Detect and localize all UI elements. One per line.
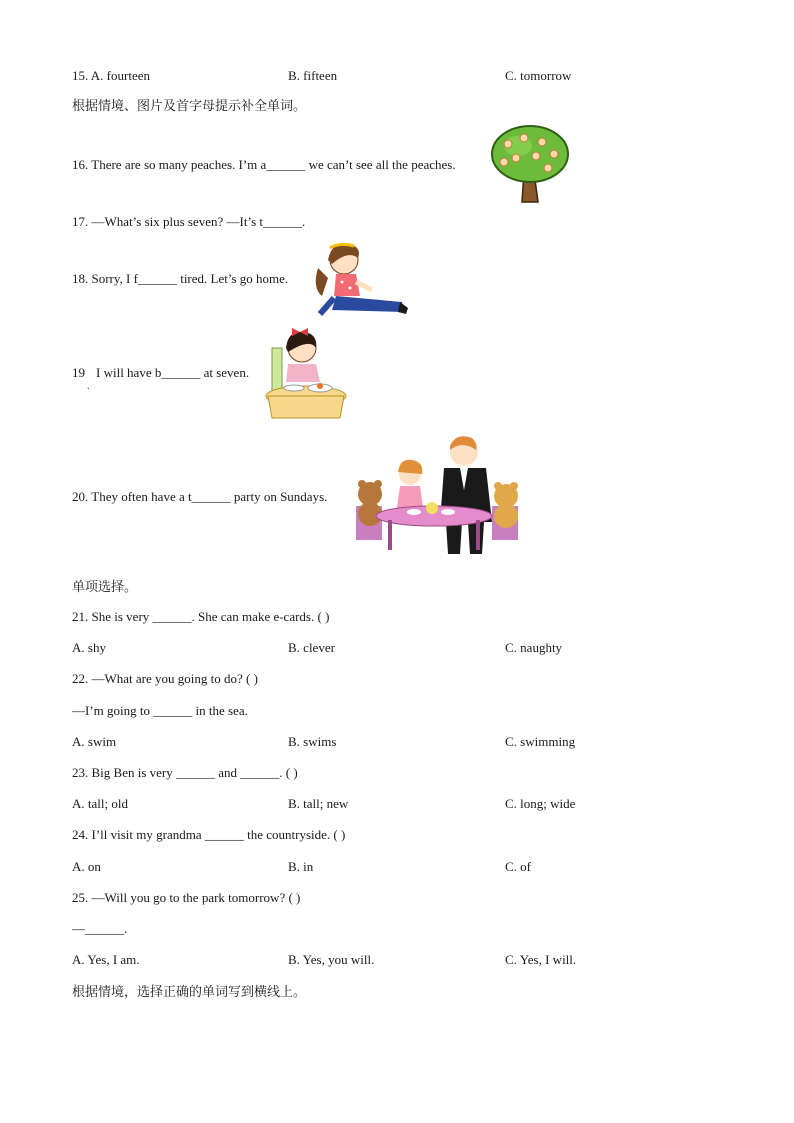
question-20: 20. They often have a t______ party on Sundays. xyxy=(72,489,328,504)
question-19-number: 19 xyxy=(72,365,85,380)
question-17: 17. —What’s six plus seven? —It’s t______. xyxy=(72,214,306,229)
q24-option-b: B. in xyxy=(288,859,314,874)
q22-option-b: B. swims xyxy=(288,734,337,749)
section-heading-context-choice: 根据情境，选择正确的单词写到横线上。 xyxy=(72,985,307,1000)
q25-option-c: C. Yes, I will. xyxy=(505,952,577,967)
question-22: 22. —What are you going to do? ( ) xyxy=(72,671,258,686)
q25-option-a: A. Yes, I am. xyxy=(72,952,140,967)
q21-option-a: A. shy xyxy=(72,640,106,655)
q23-option-a: A. tall; old xyxy=(72,796,128,811)
q15-option-b: B. fifteen xyxy=(288,68,338,83)
question-18: 18. Sorry, I f______ tired. Let’s go home. xyxy=(72,271,289,286)
question-25-reply: —______. xyxy=(72,921,128,936)
q24-option-a: A. on xyxy=(72,859,101,874)
tea-party-image xyxy=(352,430,524,558)
question-24: 24. I’ll visit my grandma ______ the countryside. ( ) xyxy=(72,827,346,842)
q22-option-c: C. swimming xyxy=(505,734,576,749)
question-21: 21. She is very ______. She can make e-cards. ( ) xyxy=(72,609,330,624)
q22-option-a: A. swim xyxy=(72,734,117,749)
question-22-reply: —I’m going to ______ in the sea. xyxy=(72,703,248,718)
q21-option-c: C. naughty xyxy=(505,640,563,655)
q15-option-c: C. tomorrow xyxy=(505,68,572,83)
q21-option-b: B. clever xyxy=(288,640,335,655)
question-23: 23. Big Ben is very ______ and ______. ( ) xyxy=(72,765,298,780)
question-16: 16. There are so many peaches. I’m a______ we can’t see all the peaches. xyxy=(72,157,456,172)
q23-option-b: B. tall; new xyxy=(288,796,349,811)
q25-option-b: B. Yes, you will. xyxy=(288,952,375,967)
tired-girl-sitting-image xyxy=(310,238,410,320)
peach-tree-image xyxy=(488,122,572,206)
q23-option-c: C. long; wide xyxy=(505,796,576,811)
section-heading-single-choice: 单项选择。 xyxy=(72,580,138,595)
q24-option-c: C. of xyxy=(505,859,531,874)
question-19-dot: . xyxy=(87,381,90,392)
girl-eating-breakfast-image xyxy=(264,324,348,420)
section-heading-fill-in: 根据情境、图片及首字母提示补全单词。 xyxy=(72,99,307,114)
q15-option-a: 15. A. fourteen xyxy=(72,68,150,83)
question-25: 25. —Will you go to the park tomorrow? ( ) xyxy=(72,890,301,905)
question-19: I will have b______ at seven. xyxy=(96,365,250,380)
